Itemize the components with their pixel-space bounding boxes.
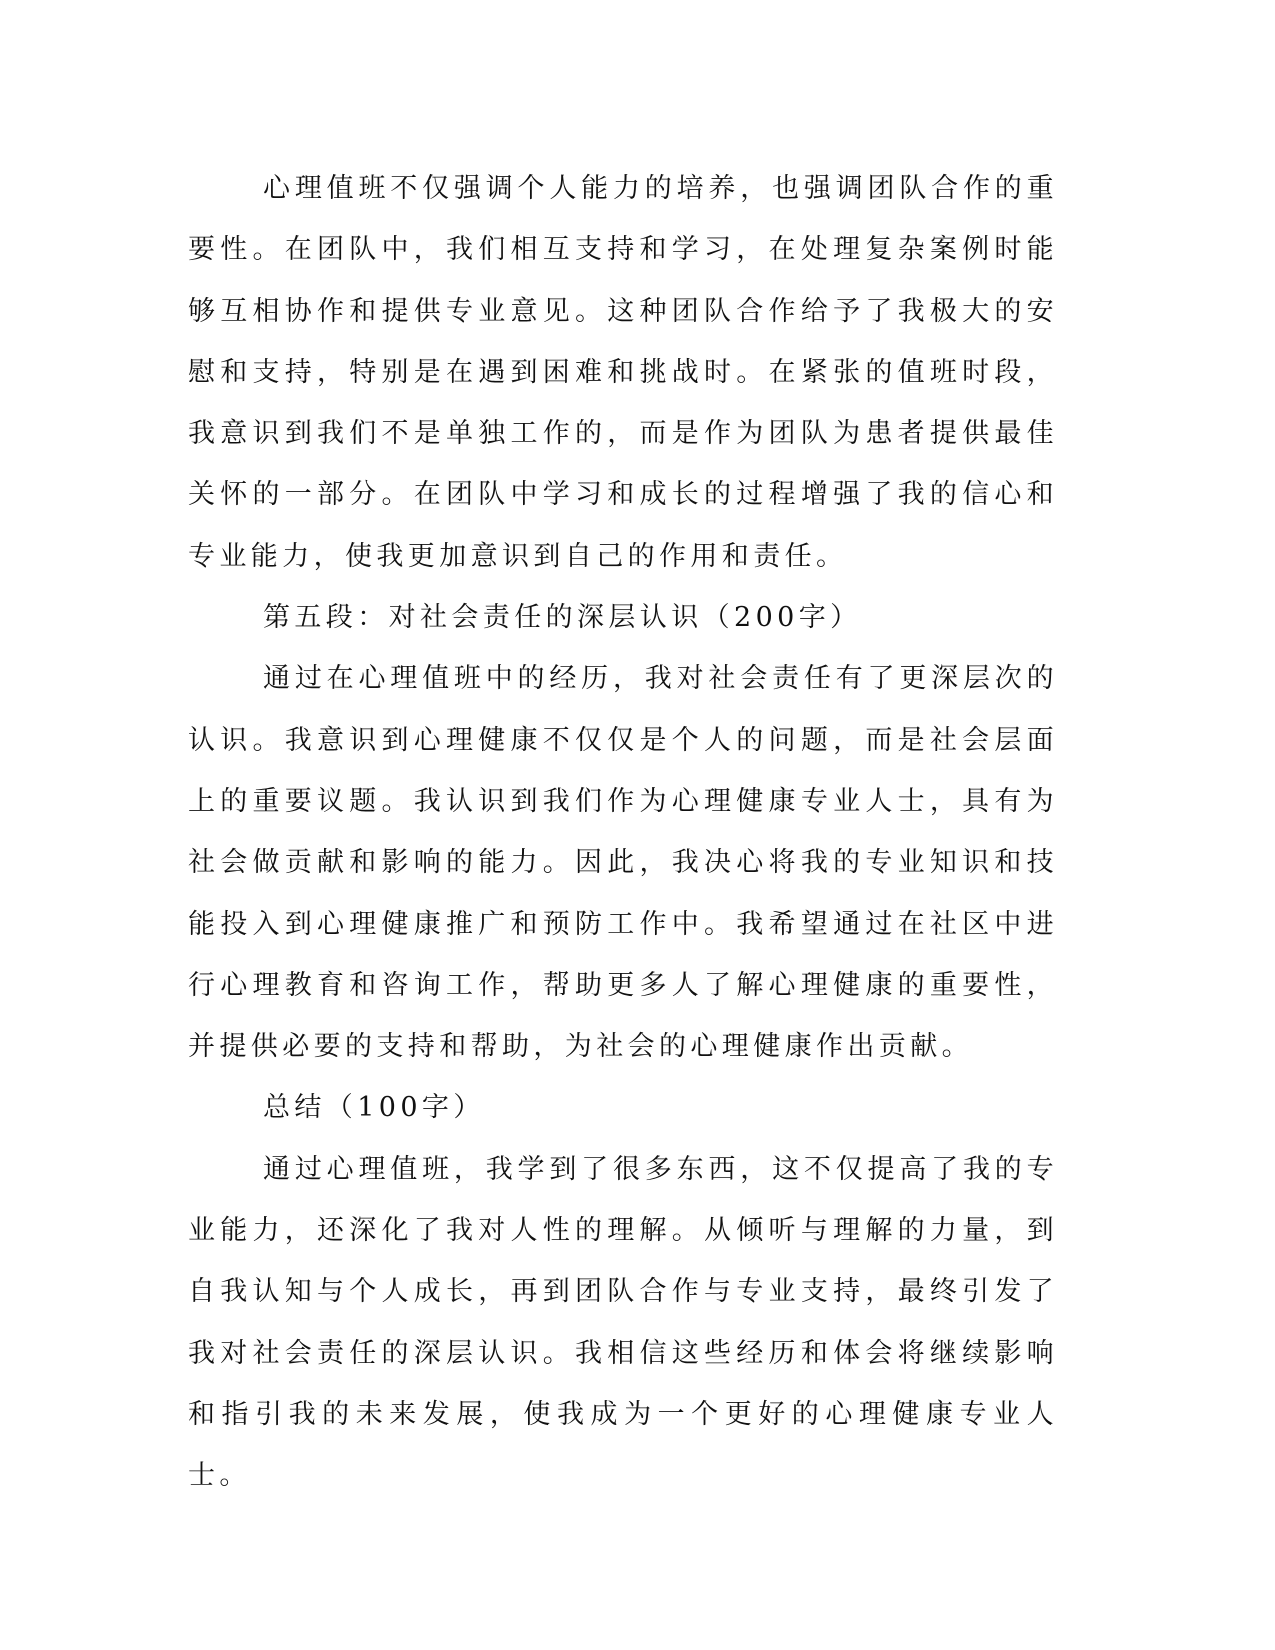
paragraph-social-responsibility: 通过在心理值班中的经历，我对社会责任有了更深层次的认识。我意识到心理健康不仅仅是个人的问题，而是社会层面上的重要议题。我认识到我们作为心理健康专业人士，具有为社会做贡献和影响的能力。因此，我决心将我的专业知识和技能投入到心理健康推广和预防工作中。我希望通过在社区中进行心理教育和咨询工作，帮助更多人了解心理健康的重要性，并提供必要的支持和帮助，为社会的心理健康作出贡献。 <box>188 663 1058 1063</box>
section-heading-summary: 总结（100字） <box>263 1092 485 1124</box>
section-heading-five: 第五段：对社会责任的深层认识（200字） <box>263 602 862 634</box>
paragraph-summary: 通过心理值班，我学到了很多东西，这不仅提高了我的专业能力，还深化了我对人性的理解。从倾听与理解的力量，到自我认知与个人成长，再到团队合作与专业支持，最终引发了我对社会责任的深层认识。我相信这些经历和体会将继续影响和指引我的未来发展，使我成为一个更好的心理健康专业人士。 <box>188 1153 1058 1492</box>
paragraph-teamwork: 心理值班不仅强调个人能力的培养，也强调团队合作的重要性。在团队中，我们相互支持和学习，在处理复杂案例时能够互相协作和提供专业意见。这种团队合作给予了我极大的安慰和支持，特别是在遇到困难和挑战时。在紧张的值班时段，我意识到我们不是单独工作的，而是作为团队为患者提供最佳关怀的一部分。在团队中学习和成长的过程增强了我的信心和专业能力，使我更加意识到自己的作用和责任。 <box>188 173 1058 572</box>
document-body <box>188 158 1058 1507</box>
